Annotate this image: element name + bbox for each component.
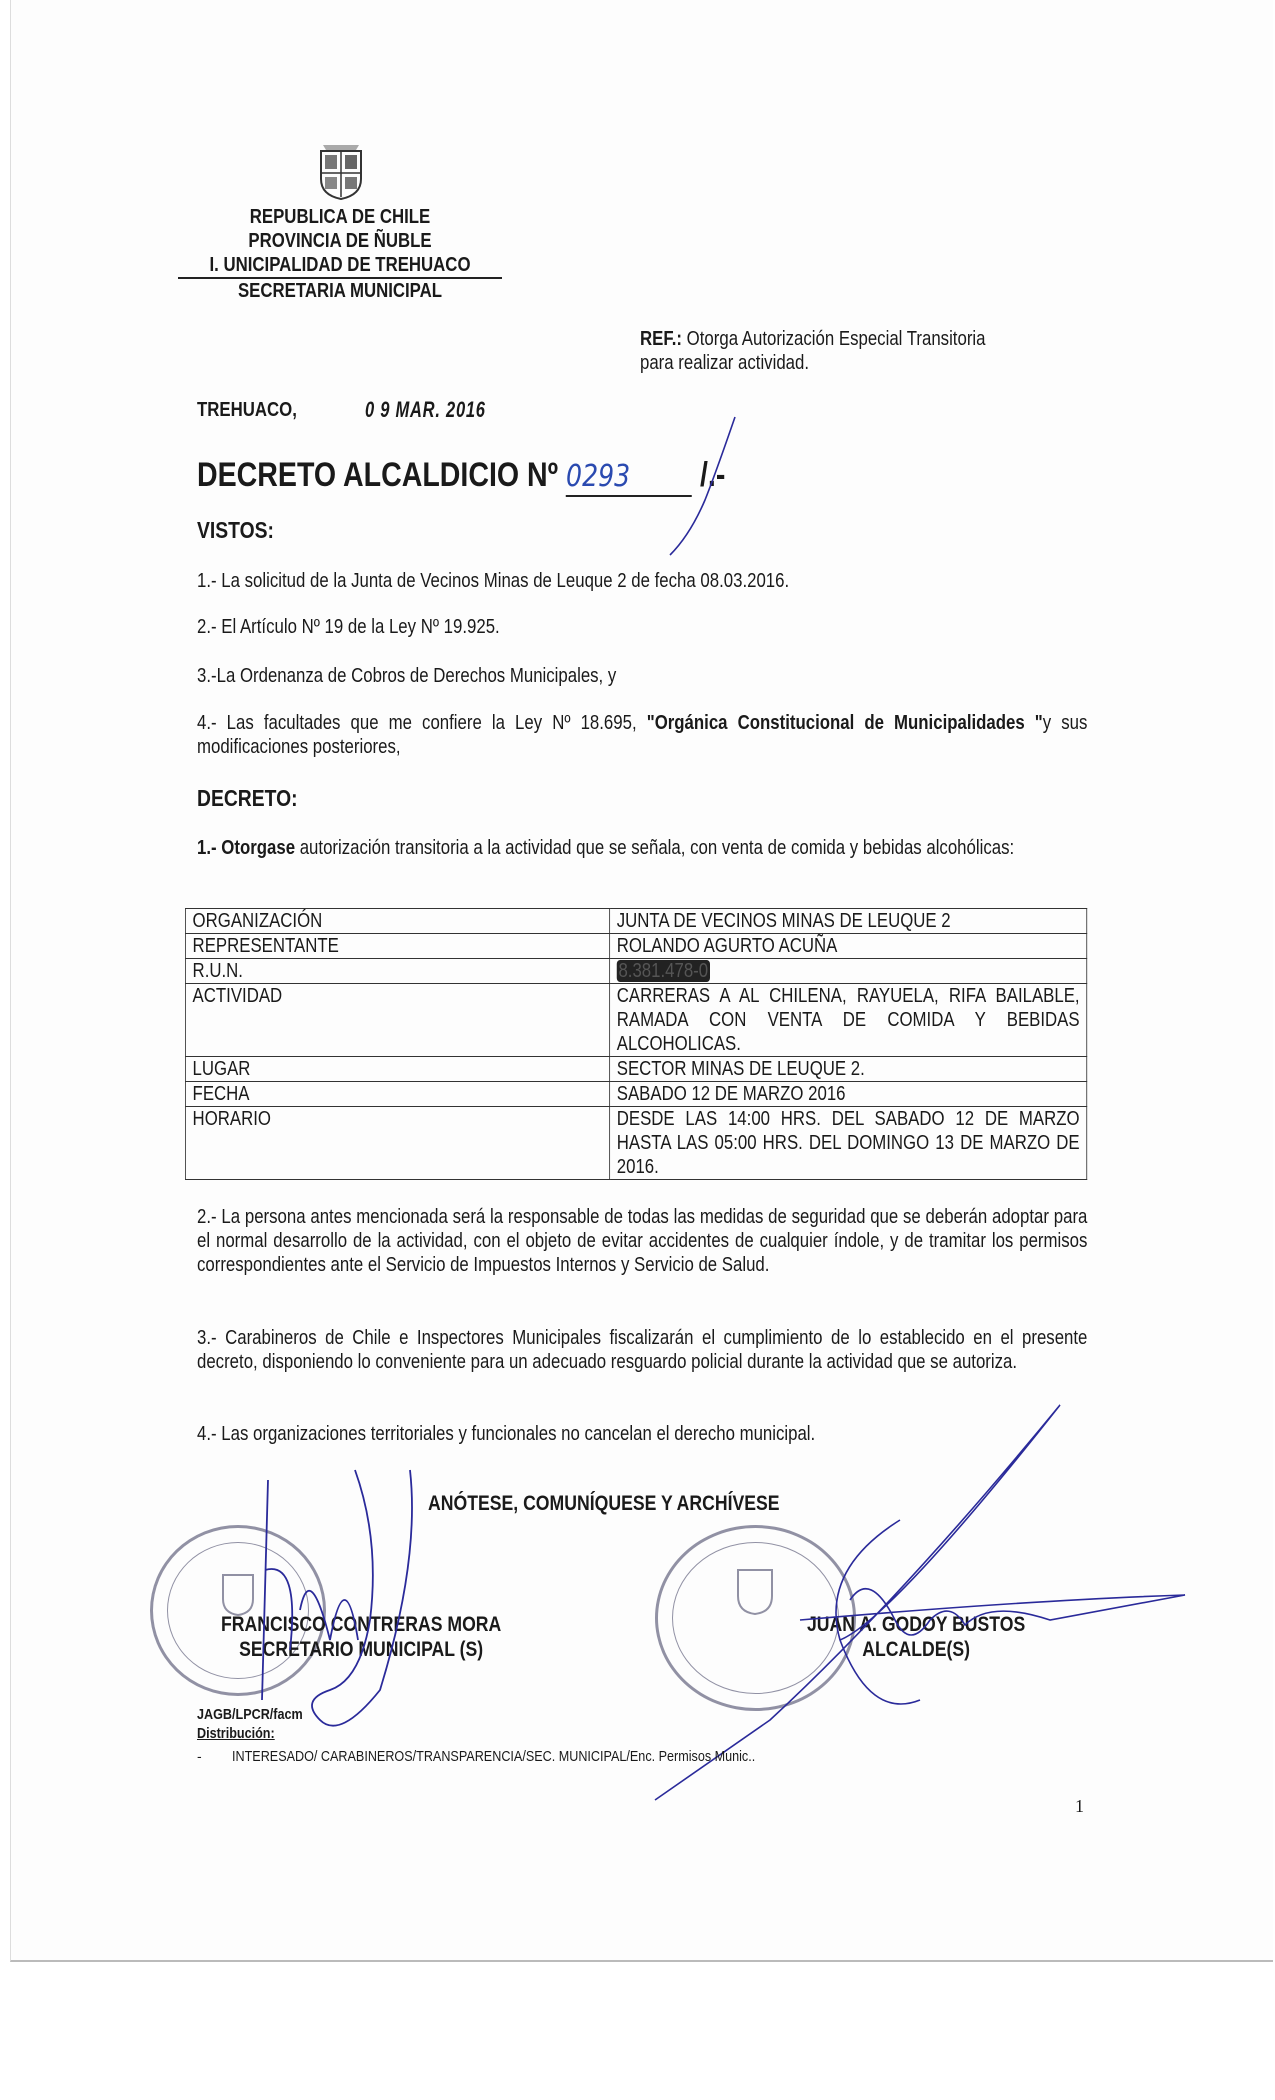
distribution-label: Distribución: xyxy=(197,1725,275,1742)
page-number: 1 xyxy=(1075,1796,1084,1816)
cell-label: ORGANIZACIÓN xyxy=(185,909,609,934)
point-text: autorización transitoria a la actividad que se señala, con venta de comida y bebidas alcohólicas: xyxy=(299,837,1015,859)
table-row xyxy=(185,984,1086,1057)
vistos-item: 1.- La solicitud de la Junta de Vecinos Minas de Leuque 2 de fecha 08.03.2016. xyxy=(197,570,790,592)
signatory-secretary xyxy=(221,1612,501,1662)
letterhead-province: PROVINCIA DE ÑUBLE xyxy=(248,230,432,252)
letterhead-country: REPUBLICA DE CHILE xyxy=(249,206,431,228)
decree-title-text: DECRETO ALCALDICIO Nº xyxy=(197,456,559,494)
vistos-item-4-text: 4.- Las facultades que me confiere la Ley Nº 18.695, xyxy=(197,712,637,734)
cell-label: R.U.N. xyxy=(185,959,609,984)
vistos-item-4-tail: y sus modificaciones posteriores, xyxy=(197,712,1088,758)
cell-value: DESDE LAS 14:00 HRS. DEL SABADO 12 DE MARZO HASTA LAS 05:00 HRS. DEL DOMINGO 13 DE MARZO DE 2016. xyxy=(610,1107,1087,1180)
cell-value: JUNTA DE VECINOS MINAS DE LEUQUE 2 xyxy=(610,909,1087,934)
vistos-item: 3.-La Ordenanza de Cobros de Derechos Municipales, y xyxy=(197,665,617,687)
cell-label: LUGAR xyxy=(185,1057,609,1082)
table-row xyxy=(185,1057,1086,1082)
cell-value xyxy=(610,959,1087,984)
signatory-role: SECRETARIO MUNICIPAL (S) xyxy=(239,1638,484,1661)
reference xyxy=(640,327,985,375)
municipal-secretary-stamp xyxy=(150,1525,326,1696)
signatory-mayor xyxy=(807,1612,1025,1662)
vistos-item: 2.- El Artículo Nº 19 de la Ley Nº 19.925. xyxy=(197,616,500,638)
signatory-name: JUAN A. GODOY BUSTOS xyxy=(807,1613,1026,1636)
vistos-item-4-bold: "Orgánica Constitucional de Municipalidades " xyxy=(646,712,1043,734)
signatory-role: ALCALDE(S) xyxy=(862,1638,971,1661)
table-row xyxy=(185,909,1086,934)
ref-text: Otorga Autorización Especial Transitoria xyxy=(686,328,986,350)
table-row xyxy=(185,1082,1086,1107)
cell-label: HORARIO xyxy=(185,1107,609,1180)
stamp-emblem-icon xyxy=(221,1573,255,1617)
stamp-emblem-icon xyxy=(736,1568,774,1616)
decreto-point-1 xyxy=(197,836,1087,860)
decreto-point-2: 2.- La persona antes mencionada será la responsable de todas las medidas de seguridad que se deberán adoptar para el normal desarrollo de la actividad, con el objeto de evitar accidentes de cualquier índole, y de tramitar los permisos correspondientes ante el Servicio de Impuestos Internos y Servicio de Salud. xyxy=(197,1206,1088,1276)
cell-value: CARRERAS A AL CHILENA, RAYUELA, RIFA BAILABLE, RAMADA CON VENTA DE COMIDA Y BEBIDAS ALCOHOLICAS. xyxy=(610,984,1087,1057)
cell-label: FECHA xyxy=(185,1082,609,1107)
decree-suffix: /.- xyxy=(699,456,726,494)
table-row xyxy=(185,1107,1086,1180)
activity-table xyxy=(185,908,1087,1180)
redacted-run: 8.381.478-0 xyxy=(618,960,709,982)
decreto-heading: DECRETO: xyxy=(197,785,298,811)
cell-value: SABADO 12 DE MARZO 2016 xyxy=(610,1082,1087,1107)
cell-value: ROLANDO AGURTO ACUÑA xyxy=(610,934,1087,959)
point-number: 1.- xyxy=(197,837,217,859)
vistos-item xyxy=(197,711,1087,759)
distribution-dash: - xyxy=(197,1748,202,1764)
coat-of-arms-logo xyxy=(313,145,369,201)
cell-value: SECTOR MINAS DE LEUQUE 2. xyxy=(610,1057,1087,1082)
ref-text-2: para realizar actividad. xyxy=(640,352,810,374)
cell-label: REPRESENTANTE xyxy=(185,934,609,959)
handwritten-stroke xyxy=(660,415,740,565)
date-stamp: 0 9 MAR. 2016 xyxy=(365,397,486,422)
letterhead-department: SECRETARIA MUNICIPAL xyxy=(237,280,443,302)
table-row xyxy=(185,959,1086,984)
letterhead xyxy=(150,205,530,303)
closing-formula: ANÓTESE, COMUNÍQUESE Y ARCHÍVESE xyxy=(428,1492,780,1515)
initials: JAGB/LPCR/facm xyxy=(197,1706,303,1723)
decree-title xyxy=(197,457,725,497)
decreto-point-4: 4.- Las organizaciones territoriales y funcionales no cancelan el derecho municipal. xyxy=(197,1423,816,1445)
place: TREHUACO, xyxy=(197,399,297,421)
ref-label: REF.: xyxy=(640,328,682,350)
point-bold: Otorgase xyxy=(221,837,296,859)
table-row xyxy=(185,934,1086,959)
cell-label: ACTIVIDAD xyxy=(185,984,609,1057)
distribution-list: INTERESADO/ CARABINEROS/TRANSPARENCIA/SEC. MUNICIPAL/Enc. Permisos Munic.. xyxy=(232,1748,756,1765)
signatory-name: FRANCISCO CONTRERAS MORA xyxy=(221,1613,502,1636)
decree-number: 0293 xyxy=(566,459,692,497)
vistos-heading: VISTOS: xyxy=(197,517,274,543)
decreto-point-3: 3.- Carabineros de Chile e Inspectores Municipales fiscalizarán el cumplimiento de lo establecido en el presente decreto, disponiendo lo conveniente para un adecuado resguardo policial durante la actividad que se autoriza. xyxy=(197,1327,1088,1373)
letterhead-municipality: I. UNICIPALIDAD DE TREHUACO xyxy=(209,254,471,276)
